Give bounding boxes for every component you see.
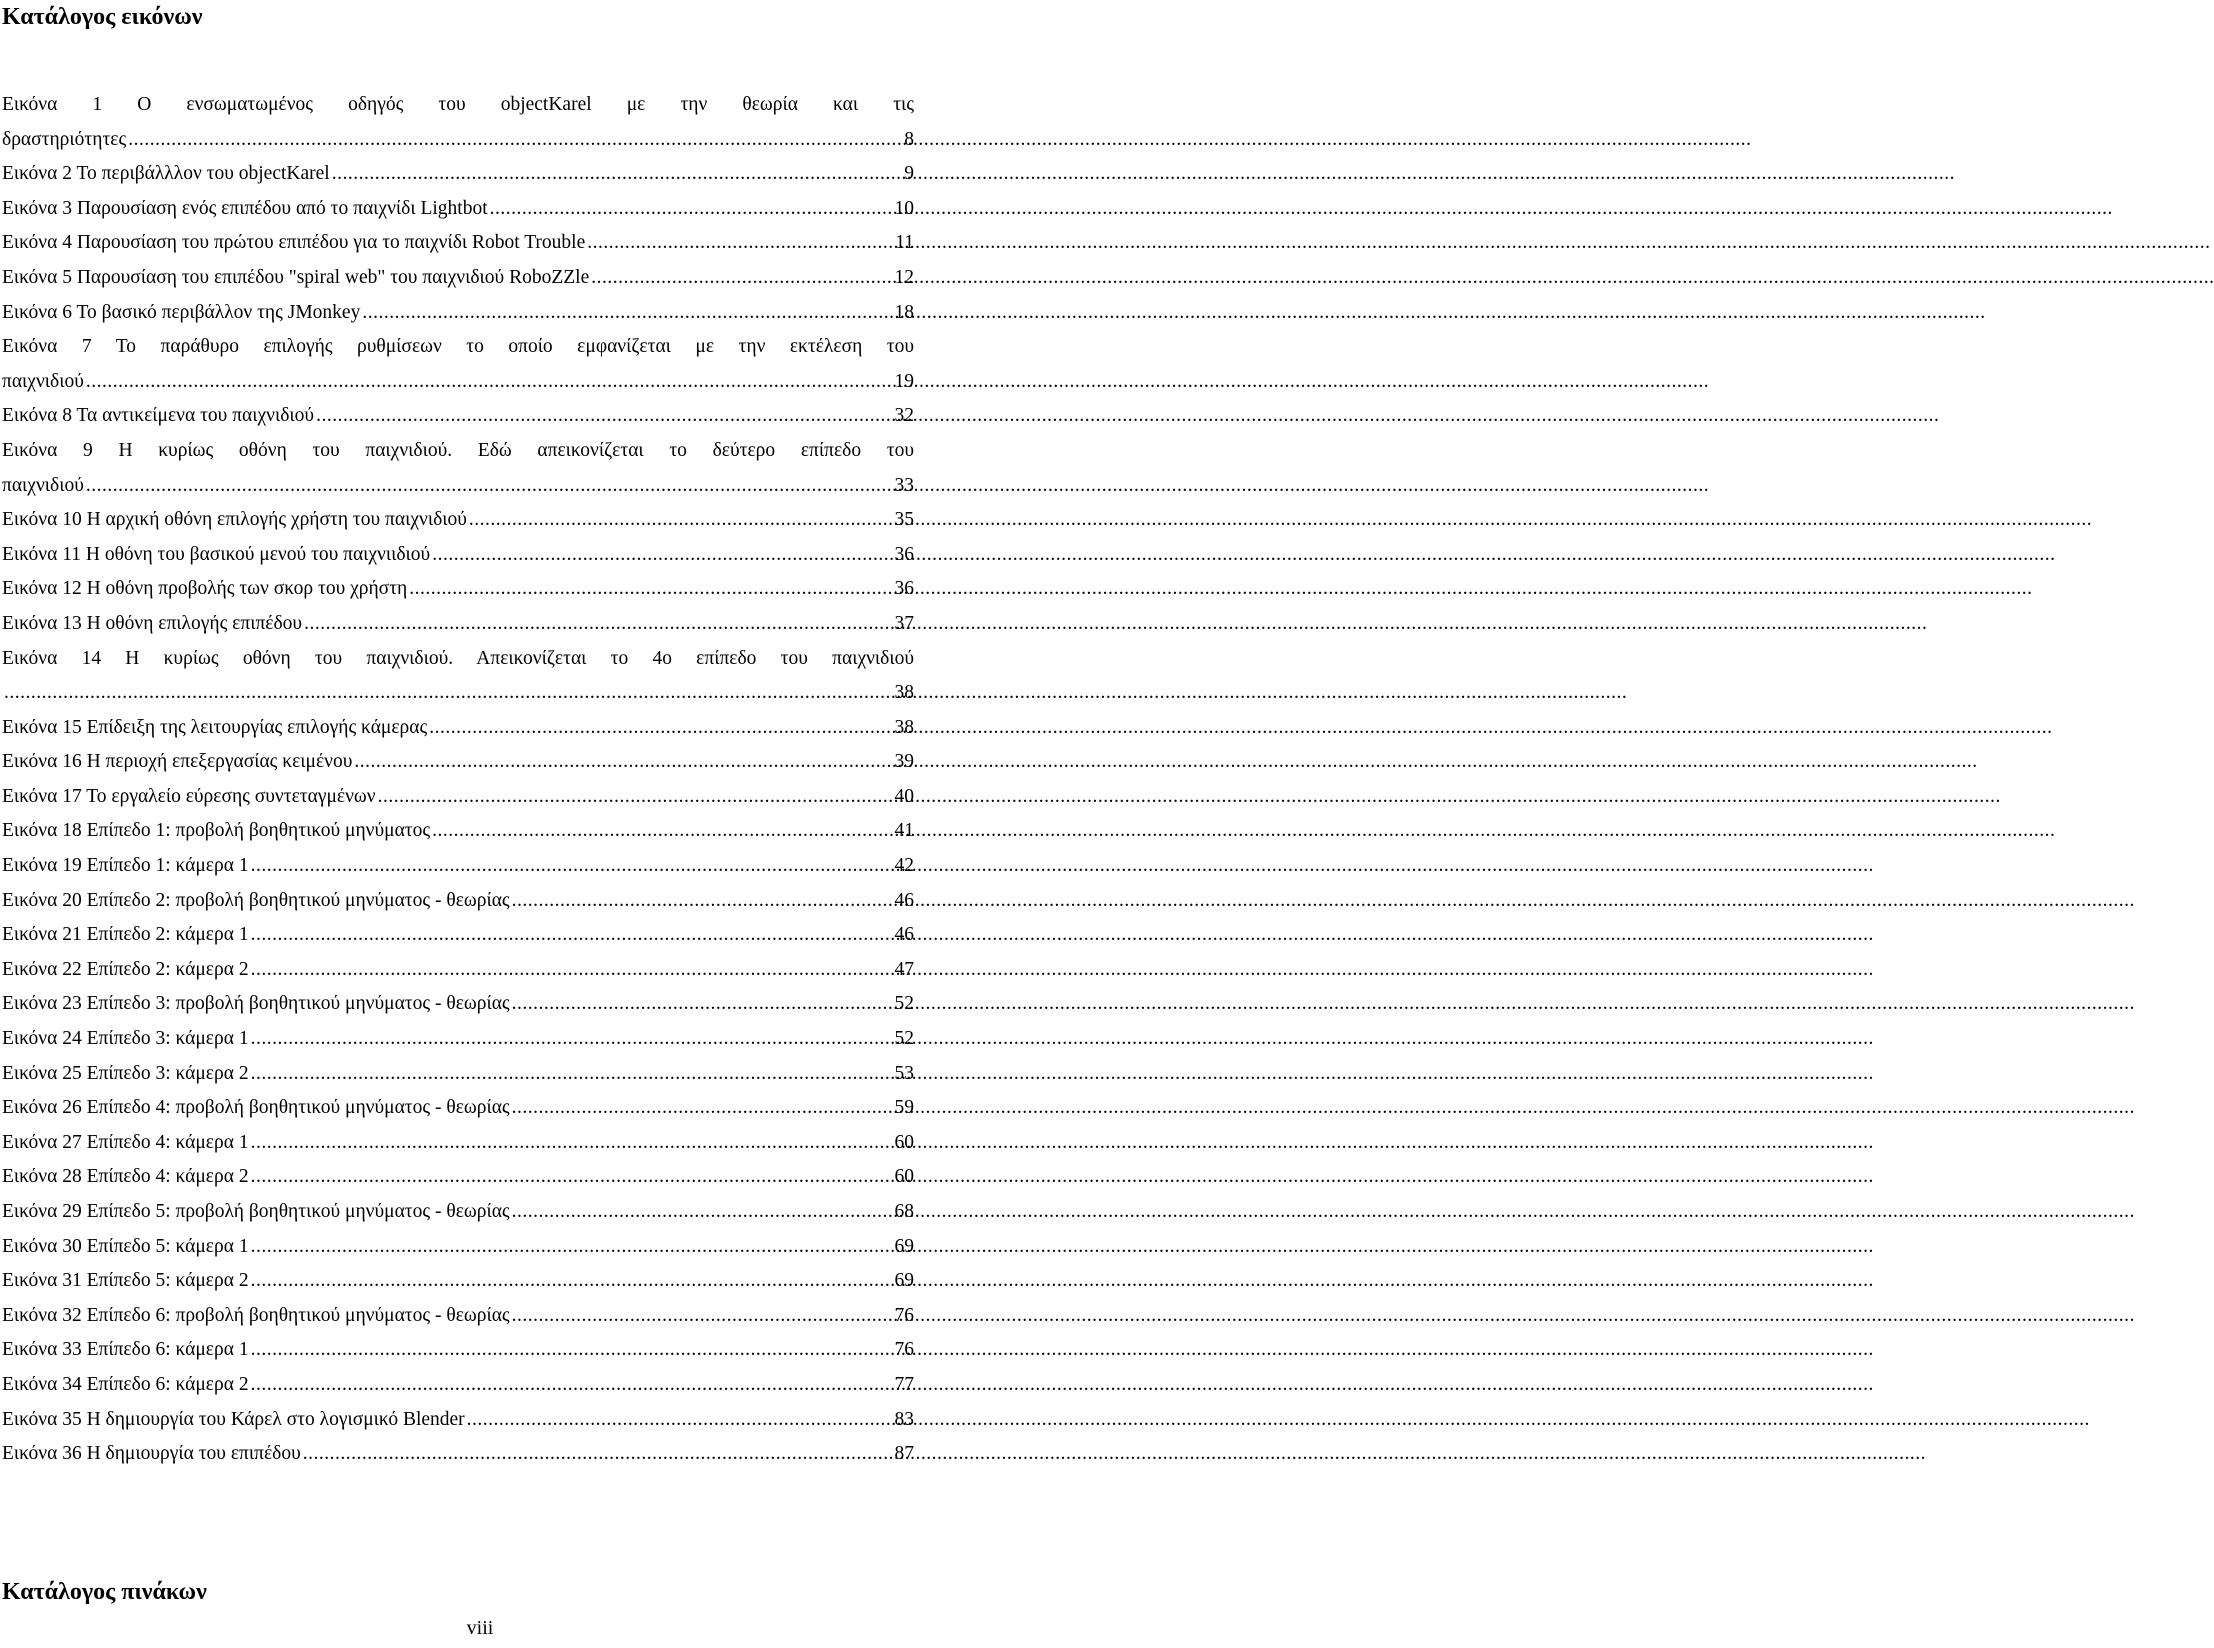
toc-entry-page: 46	[894, 924, 914, 946]
toc-entry-page: 53	[894, 1062, 914, 1084]
toc-entry-label: Εικόνα 8 Τα αντικείμενα του παιχνιδιού	[2, 405, 315, 427]
dot-leader	[354, 745, 892, 780]
toc-entry[interactable]	[2, 607, 914, 642]
toc-entry[interactable]	[2, 157, 914, 192]
list-of-figures-heading: Κατάλογος εικόνων	[2, 4, 203, 30]
dot-leader	[251, 953, 893, 988]
dot-leader	[409, 572, 892, 607]
toc-entry[interactable]	[2, 953, 914, 988]
toc-entry[interactable]	[2, 1126, 914, 1161]
toc-entry-label: Εικόνα 24 Επίπεδο 3: κάμερα 1	[2, 1028, 249, 1050]
dot-leader	[303, 1437, 893, 1472]
toc-entry-label: Εικόνα 30 Επίπεδο 5: κάμερα 1	[2, 1235, 249, 1257]
toc-entry[interactable]	[2, 434, 914, 503]
toc-entry-label: Εικόνα 27 Επίπεδο 4: κάμερα 1	[2, 1131, 249, 1153]
toc-entry-page: 87	[894, 1443, 914, 1465]
toc-entry[interactable]	[2, 1091, 914, 1126]
toc-entry[interactable]	[2, 1230, 914, 1265]
dot-leader	[316, 399, 892, 434]
toc-entry[interactable]	[2, 1299, 914, 1334]
toc-entry-page: 35	[894, 509, 914, 531]
toc-entry-page: 52	[894, 993, 914, 1015]
toc-entry-label: Εικόνα 32 Επίπεδο 6: προβολή βοηθητικού μηνύματος - θεωρίας	[2, 1304, 510, 1326]
toc-entry-page: 36	[894, 543, 914, 565]
toc-entry-page: 46	[894, 889, 914, 911]
toc-entry-label: Εικόνα 13 Η οθόνη επιλογής επιπέδου	[2, 612, 303, 634]
toc-entry-label-continued: παιχνιδιού	[2, 474, 84, 496]
figures-list	[2, 88, 914, 1472]
toc-entry-page: 40	[894, 785, 914, 807]
list-of-tables-heading: Κατάλογος πινάκων	[2, 1579, 207, 1605]
toc-entry-page: 68	[894, 1201, 914, 1222]
toc-entry-label: Εικόνα 10 Η αρχική οθόνη επιλογής χρήστη του παιχνιδιού	[2, 509, 467, 531]
toc-entry-page: 60	[894, 1131, 914, 1153]
toc-entry-page: 36	[894, 578, 914, 600]
dot-leader	[128, 123, 902, 158]
dot-leader	[512, 987, 893, 1022]
dot-leader	[251, 1230, 893, 1265]
toc-entry-label: Εικόνα 15 Επίδειξη της λειτουργίας επιλογής κάμερας	[2, 716, 428, 738]
toc-entry-page: 52	[894, 1028, 914, 1050]
dot-leader	[251, 1126, 893, 1161]
toc-entry-label: Εικόνα 16 Η περιοχή επεξεργασίας κειμένου	[2, 751, 353, 773]
dot-leader	[378, 780, 893, 815]
toc-entry-page: 12	[894, 266, 914, 288]
toc-entry-label: Εικόνα 6 Το βασικό περιβάλλον της JMonkey	[2, 301, 361, 323]
toc-entry[interactable]	[2, 1264, 914, 1299]
toc-entry[interactable]	[2, 503, 914, 538]
toc-entry-page: 76	[894, 1339, 914, 1361]
toc-entry-label-continued: παιχνιδιού	[2, 370, 84, 392]
toc-entry-page: 69	[894, 1270, 914, 1292]
toc-entry-page: 32	[894, 405, 914, 427]
toc-entry[interactable]	[2, 1022, 914, 1057]
toc-entry-page: 42	[894, 855, 914, 877]
toc-entry-label: Εικόνα 11 Η οθόνη του βασικού μενού του παιχνιιδιού	[2, 543, 431, 565]
toc-entry-page: 39	[894, 751, 914, 773]
toc-entry-label: Εικόνα 9 Η κυρίως οθόνη του παιχνιδιού. Εδώ απεικονίζεται το δεύτερο επίπεδο του	[2, 439, 914, 461]
toc-entry-label: Εικόνα 20 Επίπεδο 2: προβολή βοηθητικού μηνύματος - θεωρίας	[2, 889, 510, 911]
toc-entry[interactable]	[2, 1368, 914, 1403]
dot-leader	[251, 1022, 893, 1057]
toc-entry[interactable]	[2, 226, 914, 261]
dot-leader	[432, 814, 892, 849]
toc-entry[interactable]	[2, 849, 914, 884]
toc-entry-page: 8	[904, 128, 914, 150]
toc-entry-label: Εικόνα 18 Επίπεδο 1: προβολή βοηθητικού μηνύματος	[2, 820, 431, 842]
toc-entry[interactable]	[2, 399, 914, 434]
toc-entry[interactable]	[2, 261, 914, 296]
toc-entry[interactable]	[2, 192, 914, 227]
toc-entry[interactable]	[2, 296, 914, 331]
toc-entry[interactable]	[2, 1160, 914, 1195]
toc-entry-page: 33	[894, 474, 914, 496]
dot-leader	[332, 157, 903, 192]
toc-entry[interactable]	[2, 711, 914, 746]
toc-entry-label: Εικόνα 34 Επίπεδο 6: κάμερα 2	[2, 1373, 249, 1395]
toc-entry[interactable]	[2, 642, 914, 711]
toc-entry-page: 83	[894, 1408, 914, 1430]
toc-entry-label: Εικόνα 28 Επίπεδο 4: κάμερα 2	[2, 1166, 249, 1188]
dot-leader	[469, 503, 893, 538]
dot-leader	[591, 261, 892, 296]
toc-entry[interactable]	[2, 987, 914, 1022]
toc-entry-label: Εικόνα 3 Παρουσίαση ενός επιπέδου από το παιχνίδι Lightbot	[2, 197, 488, 219]
toc-entry-label-continued: δραστηριότητες	[2, 128, 127, 150]
dot-leader	[512, 1091, 893, 1126]
toc-entry[interactable]	[2, 1057, 914, 1092]
dot-leader	[432, 538, 892, 573]
toc-entry[interactable]	[2, 538, 914, 573]
toc-entry[interactable]	[2, 88, 914, 157]
toc-entry-label: Εικόνα 14 Η κυρίως οθόνη του παιχνιδιού. Απεικονίζεται το 4ο επίπεδο του παιχνιδιού	[2, 647, 914, 669]
toc-entry-label: Εικόνα 1 Ο ενσωματωμένος οδηγός του objectKarel με την θεωρία και τις	[2, 94, 914, 115]
toc-entry-label: Εικόνα 19 Επίπεδο 1: κάμερα 1	[2, 855, 249, 877]
toc-entry-label: Εικόνα 2 Το περιβάλλλον του objectKarel	[2, 163, 330, 185]
toc-entry-label: Εικόνα 21 Επίπεδο 2: κάμερα 1	[2, 924, 249, 946]
dot-leader	[251, 918, 893, 953]
toc-entry[interactable]	[2, 780, 914, 815]
dot-leader	[490, 192, 893, 227]
toc-entry-page: 11	[895, 232, 914, 254]
toc-entry-page: 41	[894, 820, 914, 842]
toc-entry-label: Εικόνα 17 Το εργαλείο εύρεσης συντεταγμένων	[2, 785, 376, 807]
toc-entry-page: 37	[894, 612, 914, 634]
toc-entry[interactable]	[2, 814, 914, 849]
toc-entry-page: 19	[894, 370, 914, 392]
dot-leader	[251, 1333, 893, 1368]
dot-leader	[304, 607, 892, 642]
toc-entry-label: Εικόνα 22 Επίπεδο 2: κάμερα 2	[2, 958, 249, 980]
toc-entry-label: Εικόνα 7 Το παράθυρο επιλογής ρυθμίσεων το οποίο εμφανίζεται με την εκτέλεση του	[2, 336, 914, 358]
dot-leader	[251, 1057, 893, 1092]
toc-entry-page: 77	[894, 1373, 914, 1395]
dot-leader	[251, 1160, 893, 1195]
dot-leader	[251, 849, 893, 884]
toc-entry[interactable]	[2, 1333, 914, 1368]
toc-entry-label: Εικόνα 25 Επίπεδο 3: κάμερα 2	[2, 1062, 249, 1084]
toc-entry-label: Εικόνα 12 Η οθόνη προβολής των σκορ του χρήστη	[2, 578, 408, 600]
page-number: viii	[466, 1617, 494, 1639]
toc-entry[interactable]	[2, 1195, 914, 1230]
toc-entry[interactable]	[2, 745, 914, 780]
dot-leader	[467, 1403, 893, 1438]
toc-entry-page: 18	[894, 301, 914, 323]
toc-entry-page: 9	[904, 163, 914, 185]
toc-entry-label: Εικόνα 4 Παρουσίαση του πρώτου επιπέδου για το παιχνίδι Robot Trouble	[2, 232, 586, 254]
toc-entry-page: 60	[894, 1166, 914, 1188]
dot-leader	[251, 1264, 893, 1299]
toc-entry[interactable]	[2, 330, 914, 399]
toc-entry-label: Εικόνα 29 Επίπεδο 5: προβολή βοηθητικού μηνύματος - θεωρίας	[2, 1201, 510, 1222]
toc-entry[interactable]	[2, 572, 914, 607]
toc-entry-label: Εικόνα 36 Η δημιουργία του επιπέδου	[2, 1443, 301, 1465]
toc-entry-page: 76	[894, 1304, 914, 1326]
dot-leader	[86, 469, 893, 504]
toc-entry[interactable]	[2, 884, 914, 919]
dot-leader	[86, 365, 893, 400]
toc-entry-page: 47	[894, 958, 914, 980]
dot-leader	[512, 1195, 893, 1230]
toc-entry-label: Εικόνα 5 Παρουσίαση του επιπέδου "spiral web" του παιχνιδιού RoboZZle	[2, 266, 590, 288]
toc-entry[interactable]	[2, 1437, 914, 1472]
dot-leader	[4, 676, 893, 711]
toc-entry-page: 38	[894, 682, 914, 704]
toc-entry-page: 69	[894, 1235, 914, 1257]
toc-entry-label: Εικόνα 23 Επίπεδο 3: προβολή βοηθητικού μηνύματος - θεωρίας	[2, 993, 510, 1015]
toc-entry-page: 10	[894, 197, 914, 219]
toc-entry-label: Εικόνα 35 Η δημιουργία του Κάρελ στο λογισμικό Blender	[2, 1408, 465, 1430]
toc-entry[interactable]	[2, 918, 914, 953]
toc-entry-label: Εικόνα 33 Επίπεδο 6: κάμερα 1	[2, 1339, 249, 1361]
toc-entry-page: 59	[894, 1097, 914, 1119]
toc-entry-label: Εικόνα 31 Επίπεδο 5: κάμερα 2	[2, 1270, 249, 1292]
dot-leader	[429, 711, 892, 746]
dot-leader	[362, 296, 892, 331]
toc-entry[interactable]	[2, 1403, 914, 1438]
dot-leader	[587, 226, 893, 261]
toc-entry-page: 38	[894, 716, 914, 738]
dot-leader	[512, 1299, 893, 1334]
dot-leader	[251, 1368, 893, 1403]
dot-leader	[512, 884, 893, 919]
toc-entry-label: Εικόνα 26 Επίπεδο 4: προβολή βοηθητικού μηνύματος - θεωρίας	[2, 1097, 510, 1119]
